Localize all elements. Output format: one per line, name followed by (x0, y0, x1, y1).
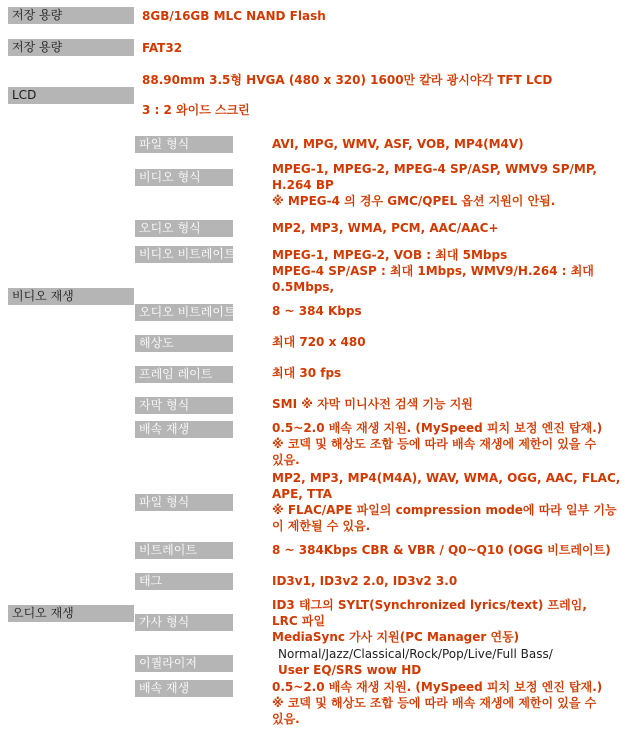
tag-label: 태그 (135, 573, 233, 590)
resolution-value: 최대 720 x 480 (272, 335, 366, 349)
audio-file-format-label: 파일 형식 (135, 494, 233, 511)
video-file-format-value: AVI, MPG, WMV, ASF, VOB, MP4(M4V) (272, 137, 524, 151)
tag-value: ID3v1, ID3v2 2.0, ID3v2 3.0 (272, 574, 458, 588)
audio-file-format-line-2: APE, TTA (272, 487, 333, 501)
video-bitrate-line-2: MPEG-4 SP/ASP : 최대 1Mbps, WMV9/H.264 : 최대 (272, 264, 594, 278)
video-speed-label: 배속 재생 (135, 421, 233, 438)
equalizer-line-1: Normal/Jazz/Classical/Rock/Pop/Live/Full Bass/ (278, 647, 553, 661)
lcd-value-2: 3 : 2 와이드 스크린 (142, 103, 250, 117)
storage-label: 저장 용량 (8, 7, 134, 24)
equalizer-line-2: User EQ/SRS wow HD (278, 663, 422, 677)
audio-speed-line-1: 0.5~2.0 배속 재생 지원. (MySpeed 피치 보정 엔진 탑재.) (272, 680, 603, 694)
lyrics-line-1: ID3 태그의 SYLT(Synchronized lyrics/text) 프레임, (272, 598, 587, 612)
audio-speed-label: 배속 재생 (135, 680, 233, 697)
audio-speed-line-2: ※ 코덱 및 해상도 조합 등에 따라 배속 재생에 제한이 있을 수 (272, 696, 597, 710)
audio-format-value: MP2, MP3, WMA, PCM, AAC/AAC+ (272, 221, 499, 235)
frame-rate-label: 프레임 레이트 (135, 366, 233, 383)
video-format-line-2: H.264 BP (272, 178, 334, 192)
video-file-format-label: 파일 형식 (135, 136, 233, 153)
audio-file-format-line-4: 이 제한될 수 있음. (272, 519, 371, 533)
video-format-line-3: ※ MPEG-4 의 경우 GMC/QPEL 옵션 지원이 안됨. (272, 194, 556, 208)
lyrics-line-2: LRC 파일 (272, 614, 326, 628)
audio-bitrate-label: 오디오 비트레이트 (135, 304, 233, 321)
audio-playback-label: 오디오 재생 (8, 605, 134, 622)
resolution-label: 해상도 (135, 335, 233, 352)
video-speed-line-1: 0.5~2.0 배속 재생 지원. (MySpeed 피치 보정 엔진 탑재.) (272, 421, 603, 435)
video-speed-line-2: ※ 코덱 및 해상도 조합 등에 따라 배속 재생에 제한이 있을 수 (272, 437, 597, 451)
video-playback-label: 비디오 재생 (8, 288, 134, 305)
audio-bitrate-value: 8 ~ 384 Kbps (272, 304, 362, 318)
video-format-line-1: MPEG-1, MPEG-2, MPEG-4 SP/ASP, WMV9 SP/MP, (272, 162, 597, 176)
video-bitrate-label: 비디오 비트레이트 (135, 246, 233, 263)
video-format-label: 비디오 형식 (135, 169, 233, 186)
equalizer-label: 이퀄라이저 (135, 655, 233, 672)
video-speed-line-3: 있음. (272, 453, 300, 467)
frame-rate-value: 최대 30 fps (272, 366, 342, 380)
lyrics-format-label: 가사 형식 (135, 614, 233, 631)
audio-file-format-line-3: ※ FLAC/APE 파일의 compression mode에 따라 일부 기능 (272, 503, 617, 517)
storage-format-label: 저장 용량 (8, 39, 134, 56)
storage-value: 8GB/16GB MLC NAND Flash (142, 9, 326, 23)
video-bitrate-line-3: 0.5Mbps, (272, 280, 335, 294)
subtitle-format-value: SMI ※ 자막 미니사전 검색 기능 지원 (272, 397, 473, 411)
audio-speed-line-3: 있음. (272, 712, 300, 726)
storage-format-value: FAT32 (142, 41, 183, 55)
audio-bitrate-label: 비트레이트 (135, 542, 233, 559)
audio-format-label: 오디오 형식 (135, 220, 233, 237)
lyrics-line-3: MediaSync 가사 지원(PC Manager 연동) (272, 630, 520, 644)
audio-bitrate-value: 8 ~ 384Kbps CBR & VBR / Q0~Q10 (OGG 비트레이트) (272, 543, 611, 557)
lcd-label: LCD (8, 87, 134, 104)
audio-file-format-line-1: MP2, MP3, MP4(M4A), WAV, WMA, OGG, AAC, FLAC, (272, 471, 621, 485)
video-bitrate-line-1: MPEG-1, MPEG-2, VOB : 최대 5Mbps (272, 248, 508, 262)
lcd-value-1: 88.90mm 3.5형 HVGA (480 x 320) 1600만 칼라 광시야각 TFT LCD (142, 73, 553, 87)
subtitle-format-label: 자막 형식 (135, 397, 233, 414)
